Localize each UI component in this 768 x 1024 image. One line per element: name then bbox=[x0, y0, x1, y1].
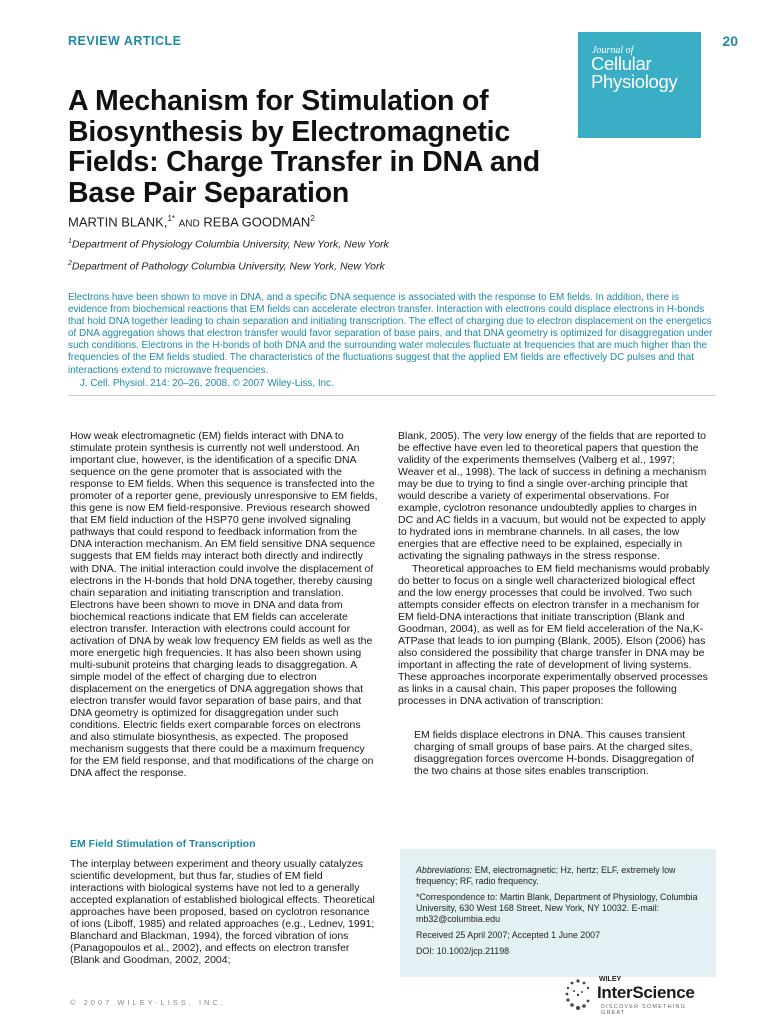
journal-logo bbox=[578, 32, 701, 138]
body-column-right bbox=[398, 430, 710, 777]
body-paragraph: The interplay between experiment and theory usually catalyzes scientific development, but thus far, studies of EM field interactions with biological systems have not led to a generally accepted explanation of established biological effects. Theoretical approaches have been proposed, based on cyclotron resonance of ions (Liboff, 1985) and related approaches (e.g., Lednev, 1991; Blanchard and Blackman, 1994), the forced vibration of ions (Panagopoulos et al., 2002), and effects on electron transfer (Blank and Goodman, 2002, 2004; bbox=[70, 858, 375, 967]
section-label: REVIEW ARTICLE bbox=[68, 34, 182, 48]
block-quote: EM fields displace electrons in DNA. This causes transient charging of small groups of base pairs. At the charged sites, disaggregation forces overcome H-bonds. Disaggregation of the two chains at those sites enables transcription. bbox=[414, 729, 695, 778]
publisher-logo bbox=[563, 975, 713, 1015]
author-footnote-marker: 1* bbox=[167, 214, 176, 223]
divider bbox=[68, 395, 716, 396]
article-info-box bbox=[400, 849, 716, 977]
author-line bbox=[68, 214, 315, 229]
publisher-small: WILEY bbox=[599, 976, 622, 983]
author-conjunction: AND bbox=[178, 218, 200, 230]
received-dates: Received 25 April 2007; Accepted 1 June 2007 bbox=[416, 930, 601, 940]
abbreviations-text: EM, electromagnetic; Hz, hertz; ELF, extremely low frequency; RF, radio frequency. bbox=[416, 865, 676, 886]
publisher-tagline: DISCOVER SOMETHING GREAT bbox=[601, 1004, 687, 1016]
journal-logo-name: Cellular Physiology bbox=[591, 53, 678, 92]
section-heading: EM Field Stimulation of Transcription bbox=[70, 838, 256, 850]
author-footnote-marker: 2 bbox=[310, 214, 315, 223]
author-name: REBA GOODMAN bbox=[203, 214, 311, 230]
dot-ring-icon bbox=[563, 975, 593, 1015]
copyright-footer: © 2007 WILEY-LISS, INC. bbox=[70, 998, 226, 1007]
abstract: Electrons have been shown to move in DNA, and a specific DNA sequence is associated with the response to EM fields. In addition, there is evidence from biochemical reactions that EM fields can accelerate electron transfer. Interaction with electrons could displace electrons in H-bonds that hold DNA together leading to chain separation and initiating transcription. The effect of charging due to electron displacement on the energetics of DNA aggregation shows that electron transfer would favor separation of base pairs, and that DNA geometry is optimized for disaggregation under such conditions. Electrons in the H-bonds of both DNA and the surrounding water molecules fluctuate at frequencies that are much higher than the frequencies of the EM fields studied. The characteristics of the fluctuations suggest that the applied EM fields are effectively DC pulses and that interactions extend to microwave frequencies. bbox=[68, 292, 713, 376]
page-number: 20 bbox=[722, 33, 738, 49]
affiliation-text: Department of Physiology Columbia University, New York, New York bbox=[71, 238, 389, 251]
body-paragraph: How weak electromagnetic (EM) fields interact with DNA to stimulate protein synthesis is currently not well understood. An important clue, however, is the identification of a specific DNA sequence on the gene promoter that is associated with the response to EM fields. When this sequence is transfected into the promoter of a reporter gene, previously unresponsive to EM fields, this gene is now EM field-responsive. Previous research showed that EM field induction of the HSP70 gene involved signaling pathways that could respond to feedback information from the DNA interaction mechanism. An EM field sensitive DNA sequence suggests that EM fields may interact both directly and indirectly with DNA. The initial interaction could involve the displacement of electrons in the H-bonds that hold DNA together, thereby causing chain separation and initiating transcription and translation. Electrons have been shown to move in DNA and data from biochemical reactions indicate that EM fields can accelerate electron transfer. Interaction with electrons could account for activation of DNA by weak low frequency EM fields as well as the more energetic high frequencies. It has also been shown using multi-subunit proteins that charging leads to disaggregation. A simple model of the effect of charging due to electron displacement on the energetics of DNA aggregation shows that electron transfer would favor separation of base pairs, and that DNA geometry is optimized for disaggregation under such conditions. Electric fields exert comparable forces on electrons and also stimulate biosynthesis, as expected. The proposed mechanism suggests that there could be a maximum frequency for the EM field response, and that modifications of the charge on DNA affect the response. bbox=[70, 430, 378, 780]
body-paragraph: Theoretical approaches to EM field mechanisms would probably do better to focus on a single well characterized biological effect and the low energy processes that could be involved. Two such attempts consider effects on electron transfer in a mechanism for EM field-DNA interactions that initiate transcription (Blank and Goodman, 2004), as well as for EM field acceleration of the Na,K-ATPase that leads to ion pumping (Blank, 2005). Elson (2006) has also considered the possibility that charge transfer in DNA may be important in affecting the rate of development of living systems. These approaches incorporate experimentally observed processes as links in a causal chain. This paper proposes the following processes in DNA activation of transcription: bbox=[398, 562, 710, 708]
abbreviations-label: Abbreviations: bbox=[416, 865, 473, 875]
body-column-left bbox=[70, 430, 378, 779]
affiliation-marker: 1 bbox=[68, 238, 72, 245]
affiliation bbox=[68, 260, 385, 273]
correspondence: *Correspondence to: Martin Blank, Department of Physiology, Columbia University, 630 West 168 Street, New York, NY 10032. E-mail: mb32@columbia.edu bbox=[416, 892, 698, 924]
affiliation bbox=[68, 238, 389, 251]
abbreviations bbox=[416, 865, 706, 887]
article-title: A Mechanism for Stimulation of Biosynthesis by Electromagnetic Fields: Charge Transfer in DNA and Base Pair Separation bbox=[68, 85, 540, 209]
author-name: MARTIN BLANK, bbox=[68, 214, 168, 230]
affiliation-text: Department of Pathology Columbia University, New York, New York bbox=[71, 260, 385, 273]
body-column-left-continued bbox=[70, 858, 378, 966]
publisher-name: InterScience bbox=[597, 983, 695, 1002]
body-paragraph: Blank, 2005). The very low energy of the fields that are reported to be effective have even led to theoretical papers that question the validity of the experiments themselves (Valberg et al., 1997; Weaver et al., 1998). The lack of success in defining a mechanism may be due to trying to find a single over-arching principle that would describe a variety of experimental observations. For example, cyclotron resonance undoubtedly applies to charges in DC and AC fields in a vacuum, but would not be expected to apply to hydrated ions in membrane channels. In all cases, the low energies that are effective need to be explained, especially in activating the signaling pathways in the stress response. bbox=[398, 430, 707, 563]
journal-logo-small: Journal of bbox=[592, 45, 634, 56]
affiliation-marker: 2 bbox=[68, 260, 72, 267]
doi: DOI: 10.1002/jcp.21198 bbox=[416, 946, 510, 956]
citation: J. Cell. Physiol. 214: 20–26, 2008. © 2007 Wiley-Liss, Inc. bbox=[80, 378, 334, 389]
